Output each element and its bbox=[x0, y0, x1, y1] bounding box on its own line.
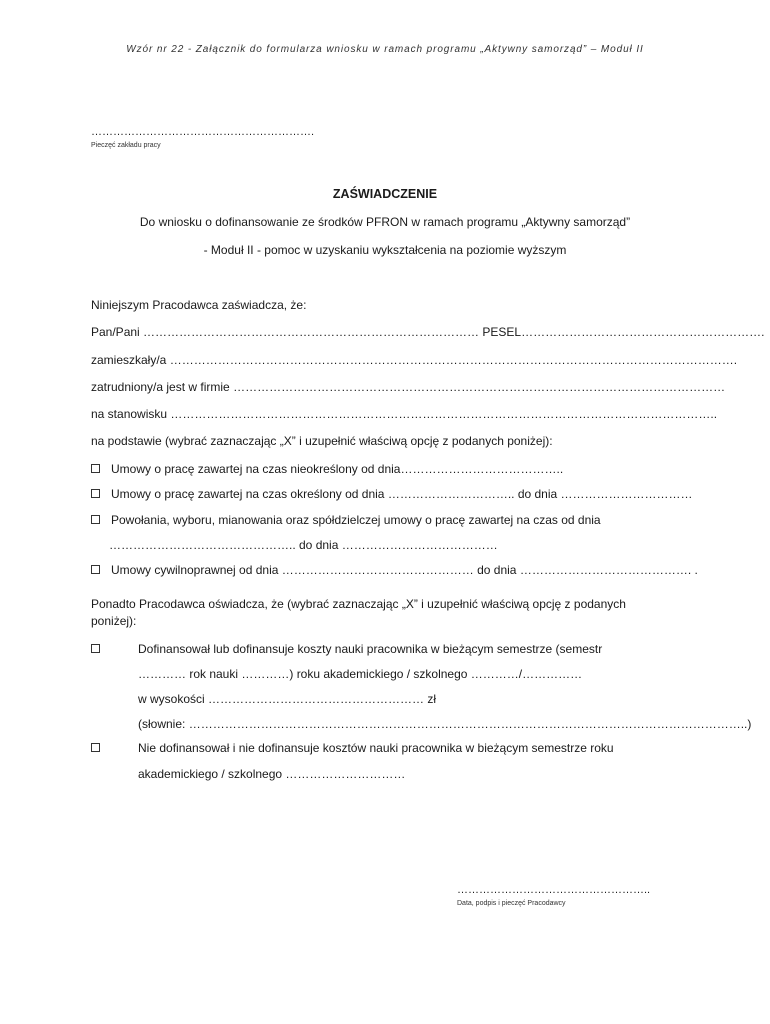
not-funded-line-2 bbox=[138, 766, 405, 782]
intro-text: Niniejszym Pracodawca zaświadcza, że: bbox=[91, 298, 307, 312]
amount-unit: zł bbox=[424, 692, 437, 706]
academic-year-slash: / bbox=[518, 667, 523, 681]
checkbox-indefinite[interactable] bbox=[91, 464, 100, 473]
employer-label: zatrudniony/a jest w firmie bbox=[91, 380, 230, 394]
checkbox-not-funded[interactable] bbox=[91, 743, 100, 752]
position-field[interactable]: ……………………………………………………………………………………………………………………….. bbox=[170, 407, 718, 421]
checkbox-fixed[interactable] bbox=[91, 489, 100, 498]
basis-option-indefinite-label: Umowy o pracę zawartej na czas nieokreślony od dnia bbox=[111, 462, 401, 476]
academic-year-label: ) roku akademickiego / szkolnego bbox=[289, 667, 471, 681]
not-funded-year-field[interactable]: ………………………… bbox=[285, 767, 406, 781]
amount-row bbox=[138, 691, 436, 707]
name-field[interactable]: ………………………………………………………………………… bbox=[143, 325, 480, 339]
semester-field[interactable]: ………… bbox=[138, 667, 186, 681]
declaration-line-2: poniżej): bbox=[91, 614, 137, 628]
amount-label: w wysokości bbox=[138, 692, 209, 706]
employer-row bbox=[91, 379, 725, 395]
basis-option-indefinite bbox=[91, 461, 563, 477]
checkbox-funded[interactable] bbox=[91, 644, 100, 653]
appointment-to-label: do dnia bbox=[295, 538, 342, 552]
basis-option-civil bbox=[91, 562, 698, 578]
employer-field[interactable]: …………………………………………………………………………………………………………… bbox=[233, 380, 726, 394]
name-pesel-row bbox=[91, 324, 764, 340]
checkbox-appointment[interactable] bbox=[91, 515, 100, 524]
address-field[interactable]: ……………………………………………………………………………………………………………………………. bbox=[169, 353, 738, 367]
basis-option-appointment bbox=[91, 512, 601, 528]
funded-line-1: Dofinansował lub dofinansuje koszty nauki pracownika w bieżącym semestrze (semestr bbox=[138, 642, 603, 656]
basis-intro: na podstawie (wybrać zaznaczając „X” i uzupełnić właściwą opcję z podanych poniżej): bbox=[91, 434, 553, 448]
basis-option-civil-label: Umowy cywilnoprawnej od dnia bbox=[111, 563, 279, 577]
not-funded-line-1: Nie dofinansował i nie dofinansuje kosztów nauki pracownika w bieżącym semestrze roku bbox=[138, 741, 614, 755]
appointment-to-date-field[interactable]: ………………………………… bbox=[341, 538, 498, 552]
amount-words-row bbox=[138, 716, 751, 732]
amount-words-field[interactable]: ………………………………………………………………………………………………………………………….. bbox=[188, 717, 748, 731]
basis-option-fixed bbox=[91, 486, 693, 502]
address-label: zamieszkały/a bbox=[91, 353, 167, 367]
appointment-from-date-field[interactable]: ……………………………………….. bbox=[109, 538, 296, 552]
basis-option-appointment-label: Powołania, wyboru, mianowania oraz spółdzielczej umowy o pracę zawartej na czas od dnia bbox=[111, 513, 601, 527]
study-year-field[interactable]: ………… bbox=[241, 667, 290, 681]
signature-caption: Data, podpis i pieczęć Pracodawcy bbox=[457, 900, 566, 907]
checkbox-civil[interactable] bbox=[91, 565, 100, 574]
position-label: na stanowisku bbox=[91, 407, 168, 421]
declaration-line-1: Ponadto Pracodawca oświadcza, że (wybrać zaznaczając „X” i uzupełnić właściwą opcję z podanych bbox=[91, 597, 626, 611]
basis-option-fixed-label: Umowy o pracę zawartej na czas określony od dnia bbox=[111, 487, 385, 501]
amount-words-close: ) bbox=[747, 717, 752, 731]
document-title: ZAŚWIADCZENIE bbox=[332, 187, 438, 201]
name-label: Pan/Pani bbox=[91, 325, 140, 339]
position-row bbox=[91, 406, 717, 422]
pesel-label: PESEL bbox=[482, 325, 522, 339]
not-funded-year-label: akademickiego / szkolnego bbox=[138, 767, 286, 781]
subtitle-line-2: - Moduł II - pomoc w uzyskaniu wykształcenia na poziomie wyższym bbox=[203, 243, 567, 257]
civil-from-date-field[interactable]: ………………………………………… bbox=[281, 563, 474, 577]
amount-words-label: (słownie: bbox=[138, 717, 189, 731]
funded-line-2 bbox=[138, 666, 582, 682]
stamp-caption: Pieczęć zakładu pracy bbox=[91, 142, 161, 149]
form-header: Wzór nr 22 - Załącznik do formularza wniosku w ramach programu „Aktywny samorząd” – Moduł II bbox=[126, 44, 644, 55]
address-row bbox=[91, 352, 737, 368]
fixed-to-date-field[interactable]: …………………………… bbox=[560, 487, 693, 501]
indefinite-from-date-field[interactable]: ………………………………….. bbox=[400, 462, 564, 476]
signature-dots[interactable]: …………………………………………….. bbox=[457, 884, 651, 896]
subtitle-line-1: Do wniosku o dofinansowanie ze środków PFRON w ramach programu „Aktywny samorząd” bbox=[139, 215, 631, 229]
pesel-field[interactable]: ……………………………………………………. bbox=[521, 325, 765, 339]
basis-option-appointment-dates bbox=[109, 537, 498, 553]
fixed-from-date-field[interactable]: ………………………….. bbox=[387, 487, 515, 501]
stamp-dots[interactable]: ……………………………………………………. bbox=[91, 126, 315, 138]
fixed-to-label: do dnia bbox=[514, 487, 561, 501]
study-year-label: rok nauki bbox=[186, 667, 242, 681]
civil-to-date-field[interactable]: ……………………………………. . bbox=[519, 563, 698, 577]
civil-to-label: do dnia bbox=[473, 563, 520, 577]
amount-field[interactable]: ……………………………………………… bbox=[208, 692, 425, 706]
academic-year-start-field[interactable]: ………… bbox=[470, 667, 519, 681]
academic-year-end-field[interactable]: …………… bbox=[522, 667, 583, 681]
